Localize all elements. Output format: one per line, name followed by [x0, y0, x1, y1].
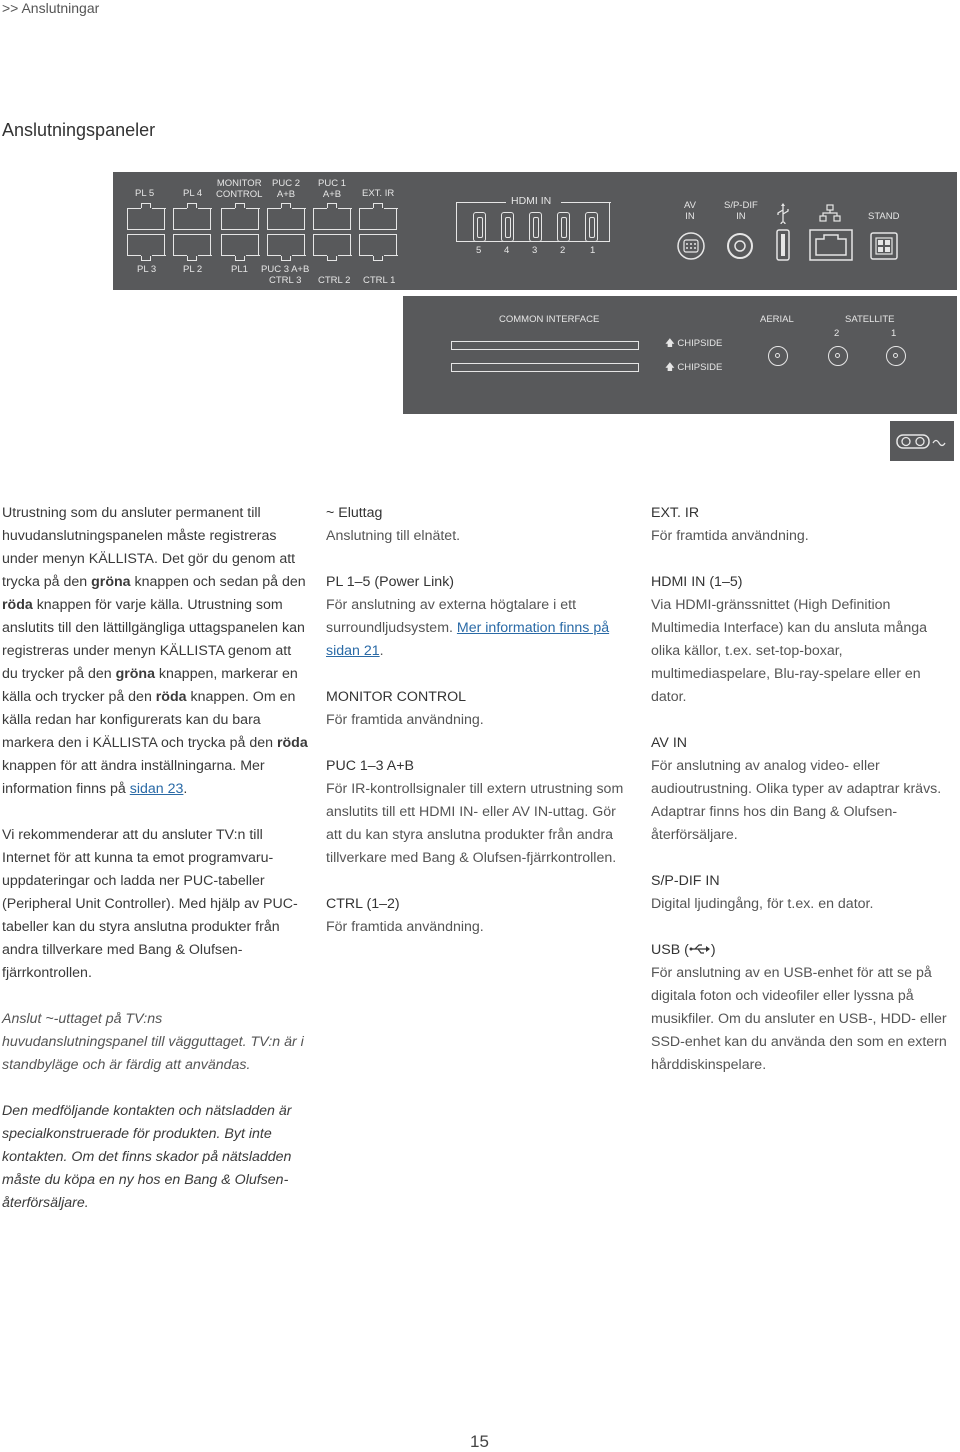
label-av-in: AV IN [684, 200, 696, 222]
label-monitor-control: MONITOR CONTROL [216, 178, 263, 200]
ci-slot-lower [451, 363, 639, 372]
label-puc3: PUC 3 A+B CTRL 3 [261, 264, 310, 286]
page-title: Anslutningspaneler [2, 120, 156, 140]
port-pl3 [127, 234, 165, 256]
secondary-connection-panel [403, 296, 957, 414]
usb-symbol-icon [689, 943, 711, 955]
label-chipside-2: 🡅 CHIPSIDE [665, 362, 723, 373]
text-eluttag: Anslutning till elnätet. [326, 528, 461, 544]
label-pl4: PL 4 [183, 188, 203, 199]
page-number: 15 [470, 1432, 489, 1451]
text-monitor-control: För framtida användning. [326, 712, 484, 728]
spdif-socket-icon [725, 231, 755, 261]
hdmi-port-4 [501, 212, 514, 242]
port-puc2 [267, 208, 305, 230]
port-monitor-control [221, 208, 259, 230]
heading-ctrl: CTRL (1–2) [326, 896, 400, 912]
label-ext-ir: EXT. IR [362, 188, 395, 199]
port-puc1 [313, 208, 351, 230]
hdmi-num-4: 4 [504, 245, 510, 256]
heading-eluttag: ~ Eluttag [326, 505, 383, 521]
hdmi-num-3: 3 [532, 245, 538, 256]
hdmi-num-1: 1 [590, 245, 596, 256]
paragraph-registration: Utrustning som du ansluter permanent till huvudanslutningspanelen måste registreras under menyn KÄLLISTA. Det gör du genom att trycka på den gröna knappen och sedan på den röda knappen för varje källa. Utrustning som anslutits till den lättillgängliga uttagspanelen kan registreras under menyn KÄLLISTA genom att du trycker på den gröna knappen, markerar en källa och trycker på den röda knappen. Om en källa redan har konfigurerats kan du bara markera den i KÄLLISTA och trycka på den röda knappen för att ändra inställningarna. Mer information finns på sidan 23. [2, 505, 308, 797]
label-common-interface: COMMON INTERFACE [499, 314, 600, 325]
usb-icon [775, 202, 791, 224]
label-aerial: AERIAL [760, 314, 794, 325]
text-power-link: För anslutning av externa högtalare i ett surroundljudsystem. Mer information finns på sidan 21. [326, 597, 610, 659]
hdmi-port-3 [529, 212, 542, 242]
paragraph-power-note: Anslut ~-uttaget på TV:ns huvudanslutningspanel till vägguttaget. TV:n är i standbyläge och är färdig att användas. [2, 1011, 304, 1073]
label-hdmi-in: HDMI IN [511, 195, 552, 207]
text-ctrl: För framtida användning. [326, 919, 484, 935]
text-puc: För IR-kontrollsignaler till extern utrustning som anslutits till ett HDMI IN- eller AV IN-uttag. Gör att du kan styra anslutna produkter från andra tillverkare med Bang & Olufsen-fjärrkontrollen. [326, 781, 624, 866]
label-puc1: PUC 1 A+B [318, 178, 346, 200]
heading-av-in: AV IN [651, 735, 688, 751]
hdmi-num-5: 5 [476, 245, 482, 256]
ci-slot-upper [451, 341, 639, 350]
label-puc2: PUC 2 A+B [272, 178, 300, 200]
label-pl5: PL 5 [135, 188, 155, 199]
column-connectors-a [326, 502, 632, 939]
aerial-socket [768, 346, 788, 366]
main-connection-panel [113, 172, 957, 290]
power-panel [890, 421, 954, 461]
text-usb: För anslutning av en USB-enhet för att se på digitala foton och videofiler eller lyssna på musikfiler. Om du ansluter en USB-, HDD- eller SSD-enhet kan du använda den som en extern hårddiskinspelare. [651, 965, 947, 1073]
usb-socket-icon [775, 229, 791, 261]
column-connectors-b [651, 502, 957, 1077]
ethernet-icon [819, 204, 841, 222]
label-pl1: PL1 [231, 264, 248, 275]
hdmi-num-2: 2 [560, 245, 566, 256]
heading-ext-ir: EXT. IR [651, 505, 700, 521]
heading-power-link: PL 1–5 (Power Link) [326, 574, 455, 590]
text-ext-ir: För framtida användning. [651, 528, 809, 544]
heading-spdif-in: S/P-DIF IN [651, 873, 720, 889]
port-puc3 [267, 234, 305, 256]
stand-socket-icon [869, 231, 899, 261]
label-ctrl2: CTRL 2 [318, 275, 351, 286]
text-spdif-in: Digital ljudingång, för t.ex. en dator. [651, 896, 874, 912]
hdmi-port-2 [557, 212, 570, 242]
label-pl3: PL 3 [137, 264, 157, 275]
text-hdmi-in: Via HDMI-gränssnittet (High Definition Multimedia Interface) kan du ansluta många olika källor, t.ex. set-top-boxar, multimediaspelare, Blu-ray-spelare eller en dator. [651, 597, 928, 705]
link-page-21[interactable]: Mer information finns på sidan 21 [326, 620, 610, 659]
heading-puc: PUC 1–3 A+B [326, 758, 414, 774]
label-chipside-1: 🡅 CHIPSIDE [665, 338, 723, 349]
port-ctrl2 [313, 234, 351, 256]
port-ctrl1 [359, 234, 397, 256]
port-pl1 [221, 234, 259, 256]
text-av-in: För anslutning av analog video- eller audioutrustning. Olika typer av adaptrar krävs. Adaptrar finns hos din Bang & Olufsen-återförsäljare. [651, 758, 942, 843]
port-pl4 [173, 208, 211, 230]
label-spdif-in: S/P-DIF IN [724, 200, 758, 222]
av-in-socket-icon [676, 231, 706, 261]
label-stand: STAND [868, 211, 900, 222]
heading-monitor-control: MONITOR CONTROL [326, 689, 467, 705]
power-socket-icon [890, 421, 954, 461]
label-pl2: PL 2 [183, 264, 203, 275]
satellite-socket-2 [828, 346, 848, 366]
paragraph-internet: Vi rekommenderar att du ansluter TV:n till Internet för att kunna ta emot programvaru-uppdateringar och ladda ner PUC-tabeller (Peripheral Unit Controller). Med hjälp av PUC-tabeller kan du styra anslutna produkter från andra tillverkare med Bang & Olufsen-fjärrkontrollen. [2, 827, 298, 981]
heading-hdmi-in: HDMI IN (1–5) [651, 574, 743, 590]
ethernet-socket-icon [809, 229, 853, 261]
paragraph-cable-warning: Den medföljande kontakten och nätsladden är specialkonstruerade för produkten. Byt inte kontakten. Om det finns skador på nätsladden måste du köpa en ny hos en Bang & Olufsen-återförsäljare. [2, 1103, 292, 1211]
label-sat-1: 1 [891, 328, 897, 339]
port-ext-ir [359, 208, 397, 230]
link-page-23[interactable]: sidan 23 [129, 781, 184, 797]
port-pl5 [127, 208, 165, 230]
label-satellite: SATELLITE [845, 314, 895, 325]
heading-usb: USB ( ) [651, 942, 716, 958]
hdmi-port-1 [585, 212, 598, 242]
satellite-socket-1 [886, 346, 906, 366]
breadcrumb: >> Anslutningar [2, 0, 100, 16]
column-intro [2, 502, 308, 1215]
port-pl2 [173, 234, 211, 256]
hdmi-port-5 [473, 212, 486, 242]
label-ctrl1: CTRL 1 [363, 275, 396, 286]
label-sat-2: 2 [834, 328, 840, 339]
